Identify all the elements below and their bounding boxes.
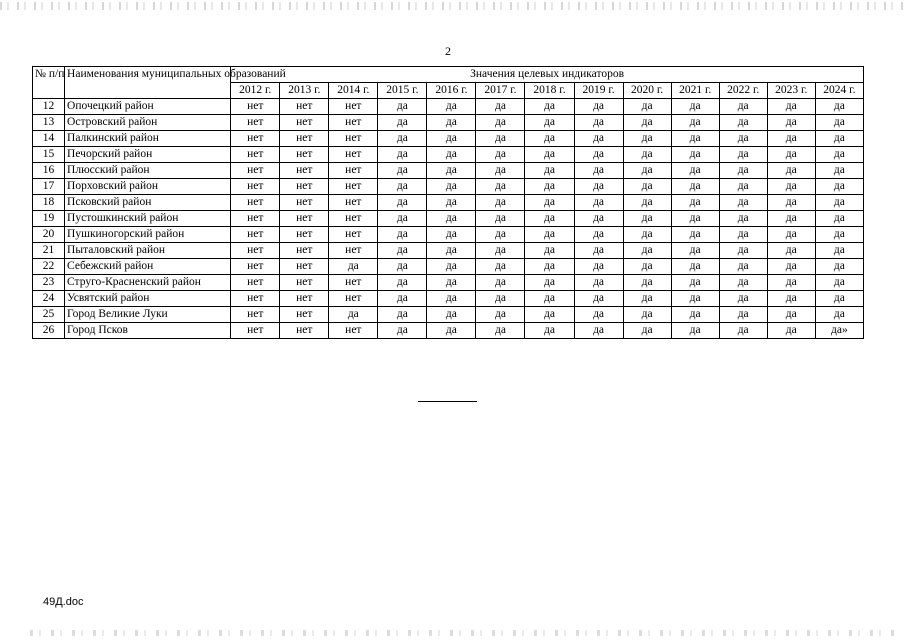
indicator-value: да	[815, 179, 863, 195]
indicator-value: да	[623, 147, 671, 163]
page-number: 2	[445, 44, 451, 58]
indicator-value: да	[329, 307, 378, 323]
indicator-value: да	[623, 227, 671, 243]
indicator-value: да	[378, 275, 427, 291]
municipality-name: Усвятский район	[65, 291, 231, 307]
indicator-value: да	[767, 147, 815, 163]
indicator-value: нет	[329, 163, 378, 179]
indicator-value: нет	[280, 147, 329, 163]
indicator-value: нет	[329, 131, 378, 147]
indicator-value: нет	[280, 275, 329, 291]
indicator-value: да	[427, 211, 476, 227]
indicator-value: да	[767, 291, 815, 307]
indicator-value: да	[476, 307, 525, 323]
header-year: 2023 г.	[767, 83, 815, 99]
indicator-value: да	[815, 99, 863, 115]
indicator-value: нет	[231, 243, 280, 259]
indicator-value: да	[815, 243, 863, 259]
indicator-value: да	[525, 131, 574, 147]
indicator-value: да	[671, 99, 719, 115]
indicator-value: да	[671, 259, 719, 275]
table-row	[33, 259, 864, 275]
indicator-value: да	[476, 291, 525, 307]
indicator-value: да	[574, 211, 623, 227]
indicator-value: да	[525, 275, 574, 291]
indicator-value: да	[719, 243, 767, 259]
indicator-value: да	[671, 147, 719, 163]
indicator-value: да	[767, 99, 815, 115]
table-body	[33, 99, 864, 339]
indicator-value: да»	[815, 323, 863, 339]
indicator-value: нет	[329, 147, 378, 163]
indicator-value: нет	[329, 179, 378, 195]
indicator-value: нет	[280, 211, 329, 227]
indicator-value: да	[525, 163, 574, 179]
header-year: 2016 г.	[427, 83, 476, 99]
indicator-value: нет	[231, 163, 280, 179]
indicator-value: да	[815, 131, 863, 147]
indicator-value: да	[378, 147, 427, 163]
indicator-value: нет	[329, 99, 378, 115]
indicator-value: да	[719, 131, 767, 147]
row-number: 20	[33, 227, 65, 243]
header-year: 2012 г.	[231, 83, 280, 99]
indicator-value: нет	[329, 323, 378, 339]
indicator-value: да	[427, 227, 476, 243]
indicator-value: да	[671, 307, 719, 323]
header-name: Наименования муниципальных образований	[65, 67, 231, 99]
indicator-value: да	[671, 115, 719, 131]
header-year: 2021 г.	[671, 83, 719, 99]
indicator-value: да	[671, 275, 719, 291]
indicator-value: да	[378, 227, 427, 243]
indicator-value: нет	[329, 243, 378, 259]
indicator-value: да	[767, 211, 815, 227]
indicator-value: нет	[280, 179, 329, 195]
indicator-value: да	[767, 163, 815, 179]
row-number: 17	[33, 179, 65, 195]
indicator-value: да	[427, 291, 476, 307]
indicator-value: нет	[280, 131, 329, 147]
indicators-table	[32, 66, 864, 339]
indicator-value: да	[815, 211, 863, 227]
indicator-value: да	[623, 307, 671, 323]
indicator-value: да	[525, 211, 574, 227]
indicator-value: да	[719, 259, 767, 275]
table-row	[33, 131, 864, 147]
indicator-value: нет	[280, 99, 329, 115]
indicator-value: нет	[231, 323, 280, 339]
row-number: 24	[33, 291, 65, 307]
header-year: 2024 г.	[815, 83, 863, 99]
indicator-value: да	[815, 307, 863, 323]
indicator-value: нет	[329, 115, 378, 131]
indicator-value: да	[623, 259, 671, 275]
row-number: 13	[33, 115, 65, 131]
indicator-value: да	[815, 275, 863, 291]
row-number: 19	[33, 211, 65, 227]
indicator-value: да	[476, 163, 525, 179]
indicator-value: да	[767, 323, 815, 339]
indicator-value: да	[719, 163, 767, 179]
indicator-value: да	[378, 195, 427, 211]
indicator-value: да	[815, 147, 863, 163]
indicator-value: да	[671, 179, 719, 195]
table-row	[33, 307, 864, 323]
indicator-value: нет	[280, 307, 329, 323]
indicator-value: да	[671, 243, 719, 259]
indicator-value: да	[623, 163, 671, 179]
table-row	[33, 243, 864, 259]
indicator-value: да	[574, 243, 623, 259]
indicator-value: нет	[231, 211, 280, 227]
indicator-value: да	[815, 115, 863, 131]
indicator-value: да	[378, 291, 427, 307]
indicator-value: да	[476, 275, 525, 291]
indicator-value: да	[476, 147, 525, 163]
indicator-value: да	[378, 131, 427, 147]
indicator-value: да	[671, 227, 719, 243]
indicator-value: да	[574, 99, 623, 115]
indicator-value: да	[378, 259, 427, 275]
indicator-value: нет	[329, 211, 378, 227]
indicator-value: да	[671, 291, 719, 307]
indicator-value: да	[815, 195, 863, 211]
header-year: 2013 г.	[280, 83, 329, 99]
indicator-value: да	[476, 243, 525, 259]
row-number: 18	[33, 195, 65, 211]
indicator-value: нет	[231, 275, 280, 291]
indicator-value: да	[574, 163, 623, 179]
indicator-value: да	[767, 275, 815, 291]
indicator-value: да	[623, 211, 671, 227]
table-row	[33, 179, 864, 195]
indicator-value: да	[623, 275, 671, 291]
indicator-value: да	[719, 179, 767, 195]
municipality-name: Пыталовский район	[65, 243, 231, 259]
indicator-value: нет	[329, 291, 378, 307]
indicator-value: да	[378, 179, 427, 195]
table-row	[33, 291, 864, 307]
file-name: 49Д.doc	[43, 596, 84, 608]
indicator-value: нет	[231, 227, 280, 243]
indicator-value: да	[427, 243, 476, 259]
indicator-value: да	[378, 307, 427, 323]
table-row	[33, 99, 864, 115]
indicator-value: да	[427, 179, 476, 195]
indicator-value: да	[574, 275, 623, 291]
municipality-name: Палкинский район	[65, 131, 231, 147]
indicator-value: да	[767, 243, 815, 259]
municipality-name: Псковский район	[65, 195, 231, 211]
indicator-value: да	[767, 307, 815, 323]
indicator-value: да	[476, 99, 525, 115]
indicator-value: да	[525, 259, 574, 275]
indicator-value: да	[476, 211, 525, 227]
indicator-value: да	[623, 195, 671, 211]
municipality-name: Пустошкинский район	[65, 211, 231, 227]
indicator-value: да	[476, 115, 525, 131]
municipality-name: Печорский район	[65, 147, 231, 163]
header-group: Значения целевых индикаторов	[231, 67, 864, 83]
indicator-value: да	[476, 259, 525, 275]
indicator-value: да	[476, 195, 525, 211]
indicator-value: да	[525, 179, 574, 195]
indicator-value: да	[427, 195, 476, 211]
indicator-value: да	[329, 259, 378, 275]
indicator-value: да	[525, 195, 574, 211]
indicator-value: да	[378, 163, 427, 179]
table-row	[33, 195, 864, 211]
municipality-name: Себежский район	[65, 259, 231, 275]
indicator-value: нет	[231, 291, 280, 307]
indicator-value: да	[767, 179, 815, 195]
indicator-value: да	[476, 323, 525, 339]
indicator-value: нет	[280, 259, 329, 275]
indicator-value: нет	[231, 131, 280, 147]
table-row	[33, 323, 864, 339]
table-row	[33, 163, 864, 179]
municipality-name: Струго-Красненский район	[65, 275, 231, 291]
row-number: 16	[33, 163, 65, 179]
indicator-value: да	[525, 99, 574, 115]
indicator-value: нет	[280, 115, 329, 131]
header-year: 2017 г.	[476, 83, 525, 99]
municipality-name: Опочецкий район	[65, 99, 231, 115]
header-row-top	[33, 67, 864, 83]
municipality-name: Город Псков	[65, 323, 231, 339]
indicator-value: да	[815, 227, 863, 243]
indicator-value: да	[623, 291, 671, 307]
indicator-value: да	[525, 115, 574, 131]
indicator-value: да	[427, 131, 476, 147]
indicator-value: да	[719, 99, 767, 115]
row-number: 14	[33, 131, 65, 147]
indicator-value: да	[815, 163, 863, 179]
indicator-value: да	[525, 227, 574, 243]
header-year: 2018 г.	[525, 83, 574, 99]
indicator-value: нет	[280, 227, 329, 243]
indicator-value: да	[378, 211, 427, 227]
table-row	[33, 227, 864, 243]
indicator-value: да	[767, 131, 815, 147]
municipality-name: Плюсский район	[65, 163, 231, 179]
indicator-value: да	[719, 227, 767, 243]
indicator-value: да	[767, 195, 815, 211]
indicator-value: да	[719, 291, 767, 307]
header-year: 2020 г.	[623, 83, 671, 99]
row-number: 23	[33, 275, 65, 291]
indicator-value: нет	[329, 195, 378, 211]
indicator-value: нет	[231, 115, 280, 131]
indicator-value: да	[671, 211, 719, 227]
table-row	[33, 115, 864, 131]
indicator-value: да	[378, 323, 427, 339]
indicator-value: нет	[280, 323, 329, 339]
indicator-value: да	[427, 99, 476, 115]
indicator-value: нет	[231, 147, 280, 163]
indicator-value: да	[719, 115, 767, 131]
indicator-value: да	[623, 99, 671, 115]
table-row	[33, 275, 864, 291]
indicator-value: да	[623, 115, 671, 131]
row-number: 26	[33, 323, 65, 339]
indicator-value: да	[719, 275, 767, 291]
indicator-value: да	[525, 307, 574, 323]
row-number: 22	[33, 259, 65, 275]
municipality-name: Пушкиногорский район	[65, 227, 231, 243]
municipality-name: Островский район	[65, 115, 231, 131]
row-number: 15	[33, 147, 65, 163]
indicator-value: нет	[231, 195, 280, 211]
indicator-value: да	[525, 291, 574, 307]
indicator-value: нет	[280, 243, 329, 259]
indicator-value: да	[574, 259, 623, 275]
scan-artifact-bottom	[30, 630, 900, 636]
indicator-value: да	[815, 259, 863, 275]
indicator-value: да	[574, 307, 623, 323]
table-row	[33, 211, 864, 227]
indicator-value: да	[378, 243, 427, 259]
indicator-value: да	[719, 307, 767, 323]
municipality-name: Порховский район	[65, 179, 231, 195]
indicator-value: да	[623, 243, 671, 259]
indicator-value: да	[623, 131, 671, 147]
indicator-value: да	[719, 323, 767, 339]
indicator-value: да	[378, 99, 427, 115]
indicator-value: да	[427, 323, 476, 339]
row-number: 12	[33, 99, 65, 115]
indicator-value: да	[427, 147, 476, 163]
indicator-value: да	[574, 115, 623, 131]
indicator-value: нет	[329, 227, 378, 243]
indicator-value: да	[574, 195, 623, 211]
indicator-value: да	[671, 195, 719, 211]
indicator-value: да	[574, 179, 623, 195]
indicator-value: да	[671, 163, 719, 179]
indicator-value: да	[719, 211, 767, 227]
table-row	[33, 147, 864, 163]
indicator-value: да	[427, 115, 476, 131]
indicator-value: да	[525, 323, 574, 339]
indicator-value: нет	[280, 163, 329, 179]
indicator-value: да	[574, 147, 623, 163]
indicator-value: да	[476, 227, 525, 243]
indicator-value: нет	[280, 195, 329, 211]
indicator-value: нет	[231, 259, 280, 275]
indicator-value: нет	[280, 291, 329, 307]
municipality-name: Город Великие Луки	[65, 307, 231, 323]
header-year: 2015 г.	[378, 83, 427, 99]
indicator-value: да	[525, 243, 574, 259]
indicator-value: да	[767, 227, 815, 243]
separator-line	[418, 401, 477, 402]
indicator-value: да	[427, 259, 476, 275]
indicator-value: да	[427, 307, 476, 323]
header-year: 2022 г.	[719, 83, 767, 99]
indicator-value: да	[574, 291, 623, 307]
row-number: 21	[33, 243, 65, 259]
header-year: 2014 г.	[329, 83, 378, 99]
indicator-value: да	[623, 179, 671, 195]
indicator-value: да	[427, 163, 476, 179]
indicator-value: да	[719, 147, 767, 163]
indicator-value: да	[476, 179, 525, 195]
indicator-value: нет	[231, 99, 280, 115]
indicator-value: да	[378, 115, 427, 131]
indicator-value: да	[476, 131, 525, 147]
indicator-value: да	[574, 227, 623, 243]
indicator-value: нет	[231, 179, 280, 195]
scan-artifact-top	[0, 2, 905, 10]
row-number: 25	[33, 307, 65, 323]
indicator-value: да	[719, 195, 767, 211]
indicator-value: да	[574, 131, 623, 147]
indicator-value: да	[427, 275, 476, 291]
indicator-value: да	[574, 323, 623, 339]
indicator-value: да	[671, 323, 719, 339]
indicator-value: да	[623, 323, 671, 339]
indicator-value: нет	[231, 307, 280, 323]
indicator-value: да	[815, 291, 863, 307]
indicator-value: да	[525, 147, 574, 163]
indicator-value: да	[671, 131, 719, 147]
indicator-value: да	[767, 115, 815, 131]
header-num: № п/п	[33, 67, 65, 99]
indicator-value: да	[767, 259, 815, 275]
header-year: 2019 г.	[574, 83, 623, 99]
table-header	[33, 67, 864, 99]
indicator-value: нет	[329, 275, 378, 291]
